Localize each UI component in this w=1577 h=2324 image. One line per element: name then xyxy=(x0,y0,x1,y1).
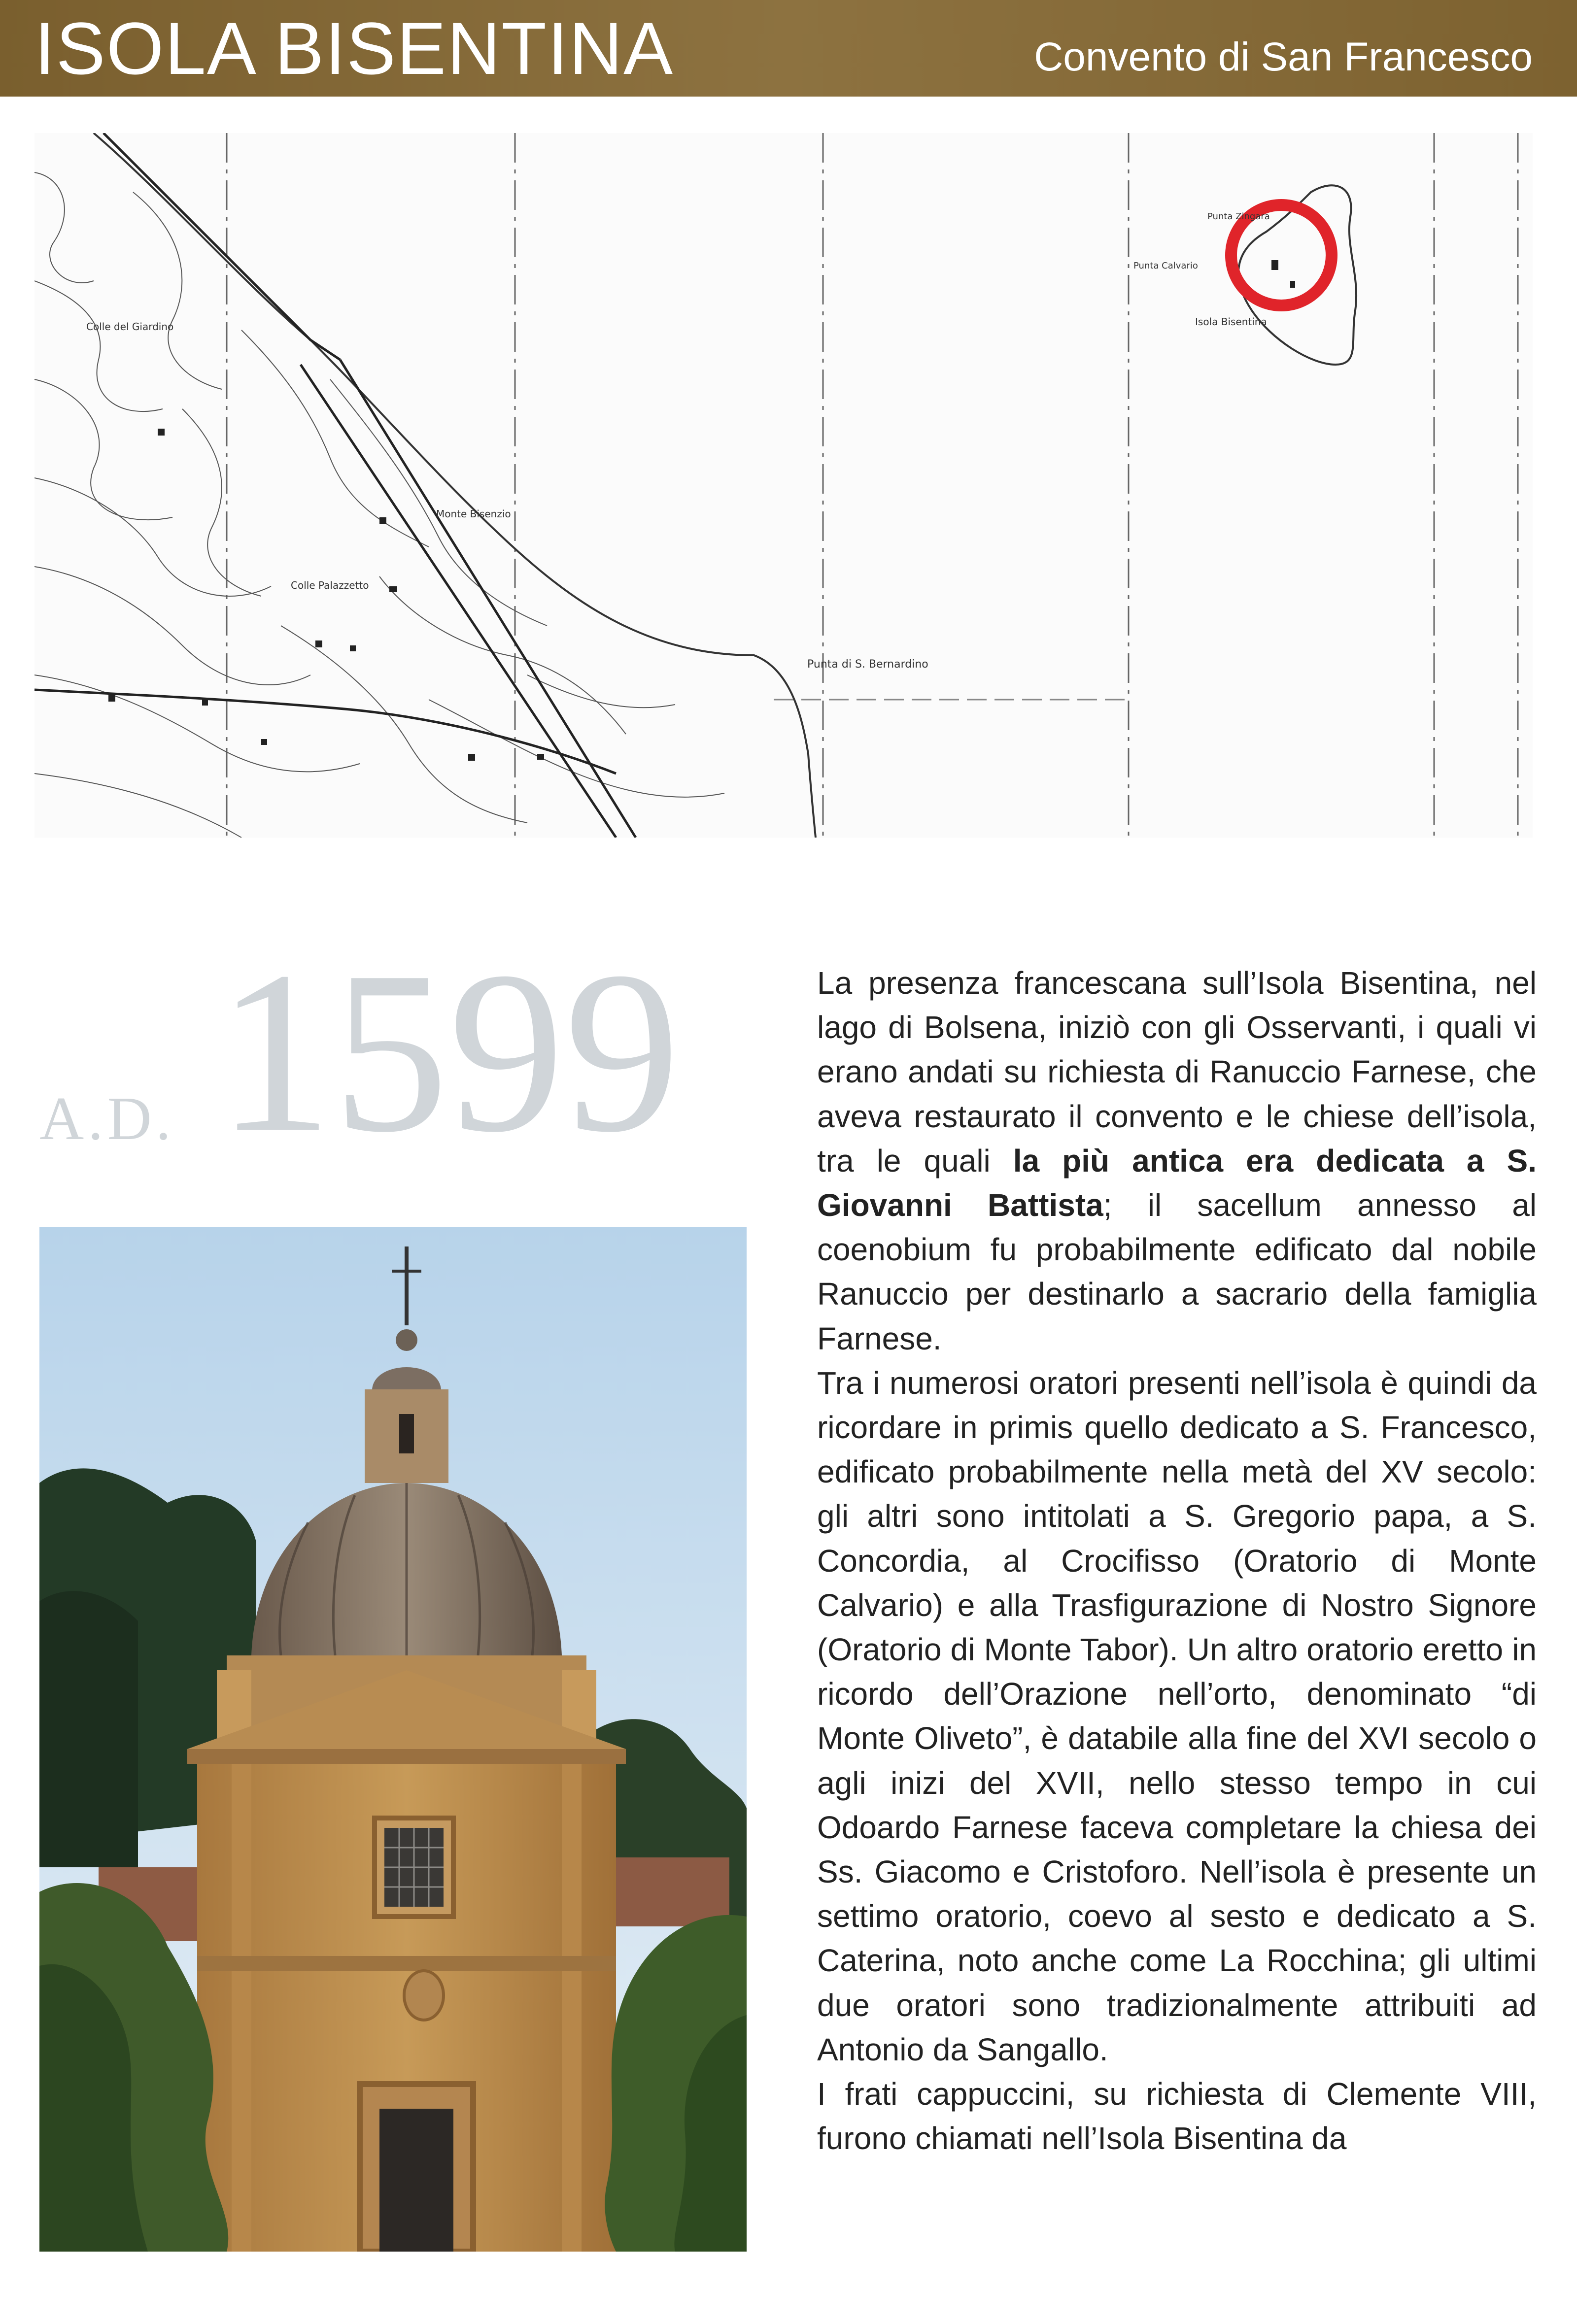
map-drawing xyxy=(34,133,1533,838)
church-dome-photo xyxy=(39,1227,747,2252)
page-subtitle: Convento di San Francesco xyxy=(1034,34,1533,79)
map-label-punta-zingara: Punta Zingara xyxy=(1207,211,1270,222)
paragraph-1-text-end: ; il sacellum annesso al coenobium fu probabilmente edificato dal nobile Ranuccio per destinarlo a sacrario della famiglia Farnese. xyxy=(817,1187,1537,1356)
map-label-colle-del-giardino: Colle del Giardino xyxy=(86,321,174,333)
page-title: ISOLA BISENTINA xyxy=(34,7,674,90)
date-year: 1599 xyxy=(217,923,680,1180)
map-label-monte-bisenzio: Monte Bisenzio xyxy=(436,508,511,520)
paragraph-2: Tra i numerosi oratori presenti nell’isola è quindi da ricordare in primis quello dedicato a S. Francesco, edificato probabilmente nella metà del XV secolo: gli altri sono intitolati a S. Gregorio papa, a S. Concordia, al Crocifisso (Oratorio di Monte Calvario) e alla Trasfigurazione di Nostro Signore (Oratorio di Monte Tabor). Un altro oratorio eretto in ricordo dell’Orazione nell’orto, denominato “di Monte Oliveto”, è databile alla fine del XVI secolo o agli inizi del XVII, nello stesso tempo in cui Odoardo Farnese faceva completare la chiesa dei Ss. Giacomo e Cristoforo. Nell’isola è presente un settimo oratorio, coevo al sesto e dedicato a S. Caterina, noto anche come La Rocchina; gli ultimi due oratori sono tradizionalmente attribuiti ad Antonio da Sangallo. xyxy=(817,1365,1537,2067)
date-prefix: A.D. xyxy=(39,1085,175,1153)
map-label-punta-san-bernardino: Punta di S. Bernardino xyxy=(807,658,928,671)
header-bar xyxy=(0,0,1577,97)
topographic-map xyxy=(34,133,1533,838)
date-heading xyxy=(39,923,779,1192)
map-label-isola-bisentina: Isola Bisentina xyxy=(1195,316,1267,328)
church-dome-photo-icon xyxy=(39,1227,747,2252)
body-text xyxy=(817,961,1537,2160)
paragraph-1-bold: la più antica era dedicata a S. Giovanni Battista xyxy=(817,1143,1537,1223)
paragraph-1-text: La presenza francescana sull’Isola Bisentina, nel lago di Bolsena, iniziò con gli Osservanti, i quali vi erano andati su richiesta di Ranuccio Farnese, che aveva restaurato il convento e le chiese dell’isola, tra le quali xyxy=(817,965,1537,1179)
paragraph-1 xyxy=(817,961,1537,1361)
map-label-punta-calvario: Punta Calvario xyxy=(1133,261,1198,271)
map-label-colle-palazzetto: Colle Palazzetto xyxy=(291,579,369,591)
paragraph-3: I frati cappuccini, su richiesta di Clemente VIII, furono chiamati nell’Isola Bisentina da xyxy=(817,2076,1537,2156)
